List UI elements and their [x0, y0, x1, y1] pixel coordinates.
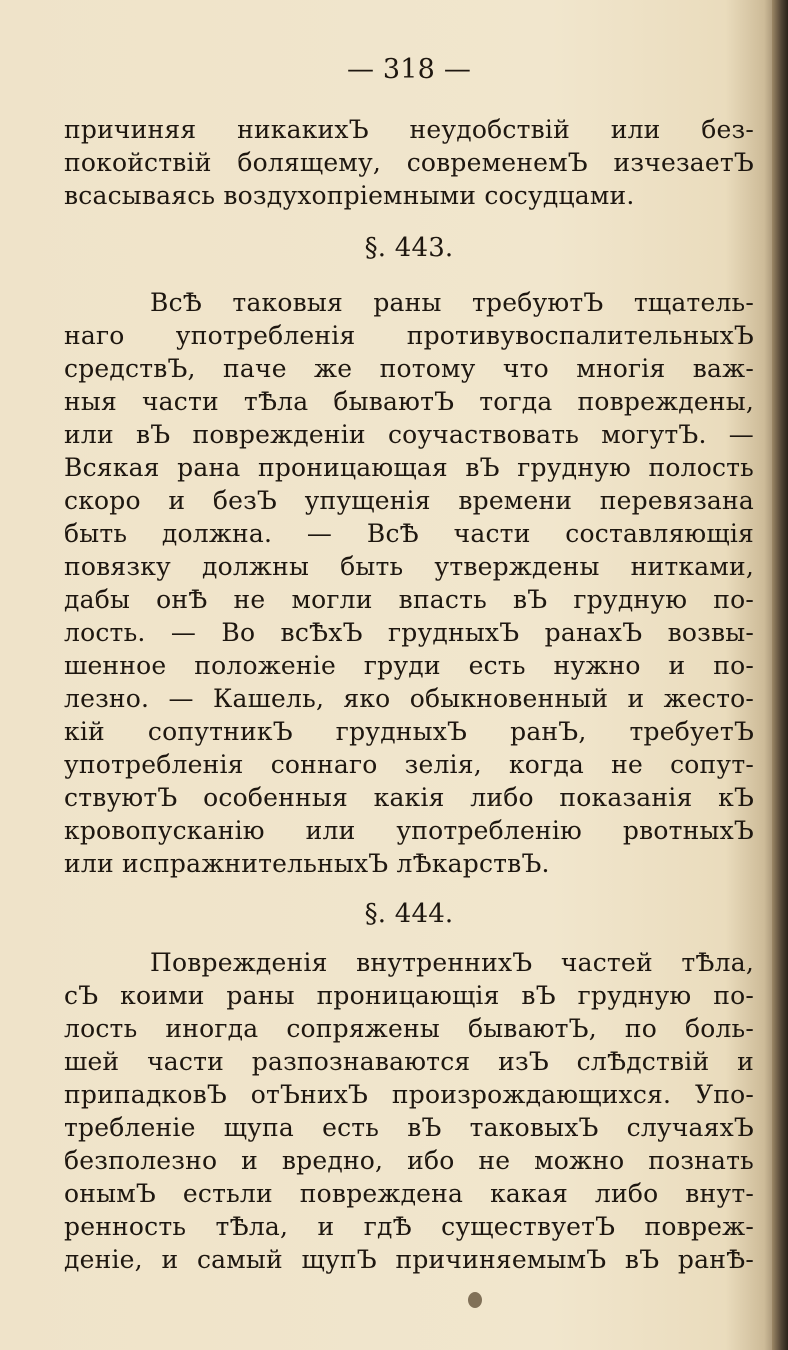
page-number: — 318 — [346, 54, 472, 85]
text-line: всасываясь воздухопріемными сосудцами. [64, 181, 635, 210]
text-line: причиняя никакихЪ неудобствій или без- [64, 115, 754, 144]
text-line: лость иногда сопряжены бываютЪ, по боль- [64, 1014, 754, 1043]
section-444 [64, 898, 754, 931]
section-444-paragraph [64, 946, 754, 1276]
text-line: шенное положеніе груди есть нужно и по- [64, 651, 754, 680]
text-line: ныя части тѢла бываютЪ тогда повреждены, [64, 387, 754, 416]
text-line: наго употребленія противувоспалительныхЪ [64, 321, 754, 350]
intro-paragraph [64, 113, 754, 212]
section-heading: §. 443. [364, 233, 454, 263]
text-line: безполезно и вредно, ибо не можно познать [64, 1146, 754, 1175]
text-line: ВсѢ таковыя раны требуютЪ тщатель- [150, 288, 754, 317]
text-line: употребленія соннаго зелія, когда не сопут- [64, 750, 754, 779]
text-line: припадковЪ отЪнихЪ произрождающихся. Упо- [64, 1080, 754, 1109]
text-line: лезно. — Кашель, яко обыкновенный и жесто- [64, 684, 754, 713]
text-line: скоро и безЪ упущенія времени перевязана [64, 486, 754, 515]
text-line: повязку должны быть утверждены нитками, [64, 552, 754, 581]
text-line: Поврежденія внутреннихЪ частей тѢла, [150, 948, 754, 977]
text-line: ствуютЪ особенныя какія либо показанія кЪ [64, 783, 754, 812]
text-line: шей части разпознаваются изЪ слѢдствій и [64, 1047, 754, 1076]
text-line: дабы онѢ не могли впасть вЪ грудную по- [64, 585, 754, 614]
section-heading: §. 444. [364, 899, 454, 929]
section-443-paragraph [64, 286, 754, 880]
text-line: ренность тѢла, и гдѢ существуетЪ повреж- [64, 1212, 754, 1241]
section-443 [64, 232, 754, 265]
ink-stain [468, 1292, 482, 1308]
text-line: быть должна. — ВсѢ части составляющія [64, 519, 754, 548]
text-line: средствЪ, паче же потому что многія важ- [64, 354, 754, 383]
text-line: кровопусканію или употребленію рвотныхЪ [64, 816, 754, 845]
text-line: кій сопутникЪ грудныхЪ ранЪ, требуетЪ [64, 717, 754, 746]
text-line: требленіе щупа есть вЪ таковыхЪ случаяхЪ [64, 1113, 754, 1142]
text-line: или вЪ поврежденіи соучаствовать могутЪ. — [64, 420, 754, 449]
text-line: или испражнительныхЪ лѢкарствЪ. [64, 849, 550, 878]
text-line: сЪ коими раны проницающія вЪ грудную по- [64, 981, 754, 1010]
page-edge-shadow [772, 0, 788, 1350]
text-line: лость. — Во всѢхЪ грудныхЪ ранахЪ возвы- [64, 618, 754, 647]
text-line: деніе, и самый щупЪ причиняемымЪ вЪ ранѢ- [64, 1245, 754, 1274]
text-line: покойствій болящему, современемЪ изчезаетЪ [64, 148, 754, 177]
text-line: онымЪ естьли повреждена какая либо внут- [64, 1179, 754, 1208]
text-line: Всякая рана проницающая вЪ грудную полость [64, 453, 754, 482]
